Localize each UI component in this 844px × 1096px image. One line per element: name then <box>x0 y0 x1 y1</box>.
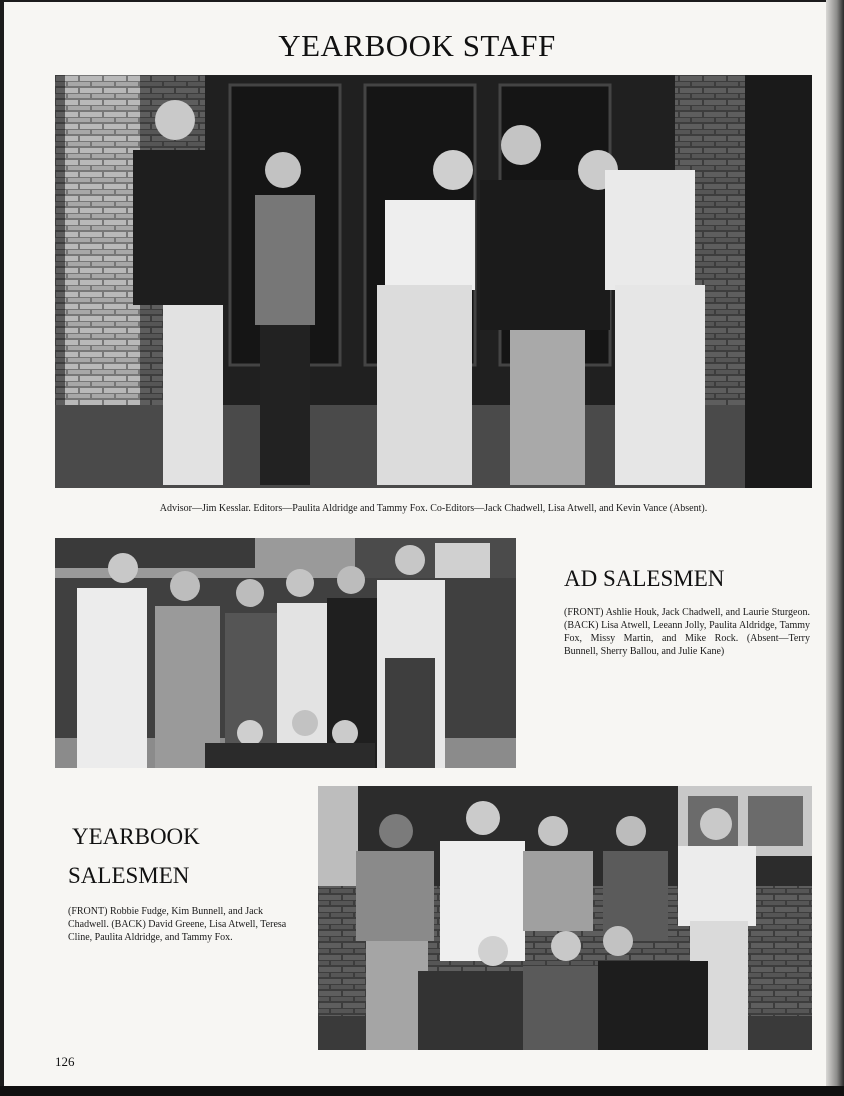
page-title: YEARBOOK STAFF <box>278 28 556 63</box>
page-number: 126 <box>55 1054 75 1069</box>
staff-group-photo <box>55 75 812 488</box>
yearbook-salesmen-title-line1: YEARBOOK <box>72 824 200 849</box>
yearbook-salesmen-group-photo <box>318 786 812 1050</box>
page-bottom-edge <box>0 1086 844 1096</box>
page-gutter <box>826 0 844 1096</box>
ad-salesmen-title: AD SALESMEN <box>564 566 725 591</box>
staff-caption: Advisor—Jim Kesslar. Editors—Paulita Aldridge and Tammy Fox. Co-Editors—Jack Chadwell, Lisa Atwell, and Kevin Vance (Absent). <box>159 503 708 514</box>
ad-salesmen-group-photo <box>55 538 516 768</box>
yearbook-page <box>4 2 830 1088</box>
yearbook-salesmen-caption: (FRONT) Robbie Fudge, Kim Bunnell, and Jack Chadwell. (BACK) David Greene, Lisa Atwell, Teresa Cline, Paulita Aldridge, and Tammy Fox. <box>68 906 287 943</box>
yearbook-salesmen-title-line2: SALESMEN <box>68 863 190 888</box>
ad-salesmen-caption: (FRONT) Ashlie Houk, Jack Chadwell, and Laurie Sturgeon. (BACK) Lisa Atwell, Leeann Jolly, Paulita Aldridge, Tammy Fox, Missy Martin, and Mike Rock. (Absent—Terry Bunnell, Sherry Ballou, and Julie Kane) <box>564 607 810 657</box>
